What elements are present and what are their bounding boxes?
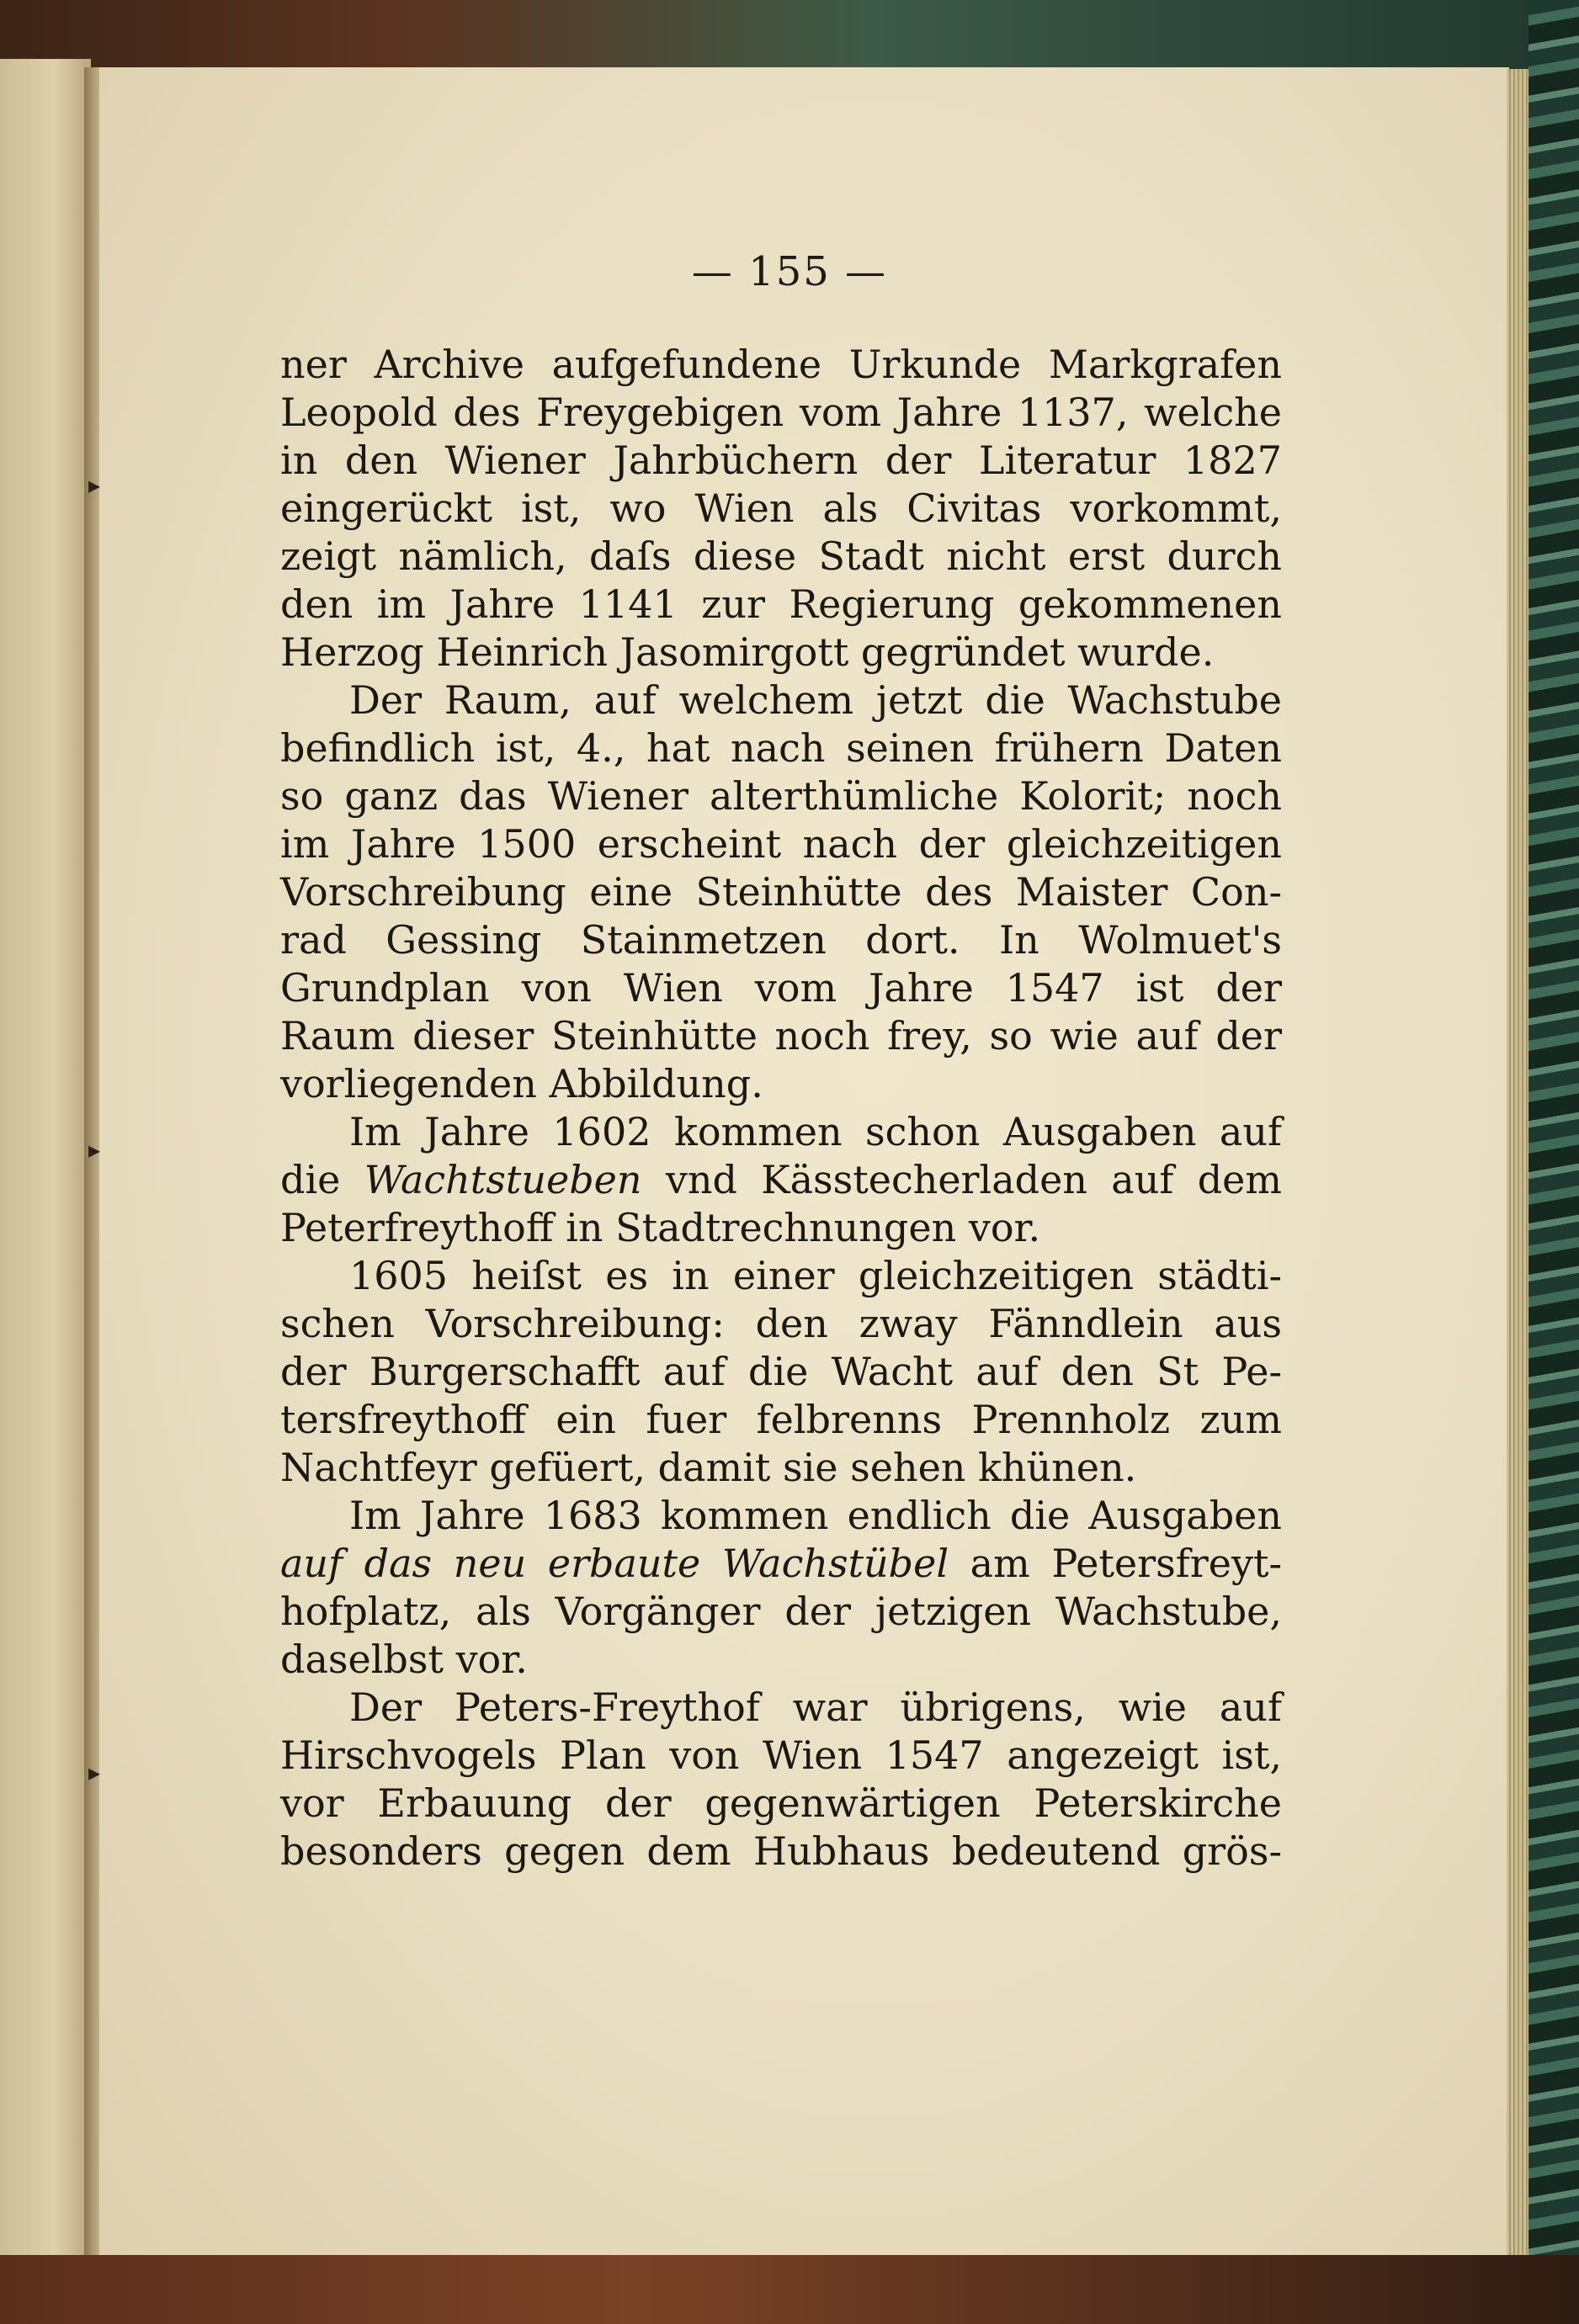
text-segment: Grundplan von Wien vom Jahre 1547 ist der bbox=[280, 965, 1282, 1011]
text-line bbox=[280, 1156, 1282, 1204]
text-segment: Der Peters-Freythof war übrigens, wie auf bbox=[349, 1685, 1282, 1730]
text-line bbox=[280, 485, 1282, 533]
text-segment: Im Jahre 1602 kommen schon Ausgaben auf bbox=[349, 1109, 1282, 1154]
text-line bbox=[280, 964, 1282, 1012]
text-segment: Raum dieser Steinhütte noch frey, so wie auf der bbox=[280, 1013, 1282, 1059]
text-segment: zeigt nämlich, daſs diese Stadt nicht erst durch bbox=[280, 533, 1282, 579]
text-segment: der Burgerschafft auf die Wacht auf den St Pe- bbox=[280, 1349, 1282, 1394]
margin-mark: ▸ bbox=[88, 1759, 101, 1786]
text-line bbox=[280, 1252, 1282, 1300]
text-segment: Der Raum, auf welchem jetzt die Wachstube bbox=[349, 677, 1282, 723]
text-segment: den im Jahre 1141 zur Regierung gekommenen bbox=[280, 581, 1282, 627]
text-segment: Nachtfeyr gefüert, damit sie sehen khünen. bbox=[280, 1445, 1137, 1490]
text-segment: Herzog Heinrich Jasomirgott gegründet wurde. bbox=[280, 629, 1215, 675]
text-line bbox=[280, 1828, 1282, 1876]
text-segment: rad Gessing Stainmetzen dort. In Wolmuet's bbox=[280, 917, 1282, 963]
book-cover-bottom bbox=[0, 2255, 1579, 2324]
text-line bbox=[280, 1684, 1282, 1732]
text-segment: vorliegenden Abbildung. bbox=[280, 1061, 763, 1106]
text-line bbox=[280, 820, 1282, 868]
text-segment: die bbox=[280, 1157, 364, 1202]
text-segment: ner Archive aufgefundene Urkunde Markgrafen bbox=[280, 342, 1282, 387]
text-segment: hofplatz, als Vorgänger der jetzigen Wachstube, bbox=[280, 1589, 1282, 1634]
text-line bbox=[280, 1540, 1282, 1588]
book-cover-right bbox=[1528, 0, 1579, 2324]
text-line bbox=[280, 1492, 1282, 1540]
text-line bbox=[280, 1732, 1282, 1780]
text-segment: besonders gegen dem Hubhaus bedeutend grös- bbox=[280, 1828, 1282, 1874]
text-line bbox=[280, 772, 1282, 820]
text-segment: Peterfreythoff in Stadtrechnungen vor. bbox=[280, 1205, 1041, 1250]
text-segment: Vorschreibung eine Steinhütte des Maister Con- bbox=[280, 869, 1282, 915]
text-segment: daselbst vor. bbox=[280, 1637, 528, 1682]
italic-text: auf das neu erbaute Wachstübel bbox=[280, 1541, 949, 1586]
text-segment: Hirschvogels Plan von Wien 1547 angezeigt ist, bbox=[280, 1732, 1282, 1778]
text-line bbox=[280, 1060, 1282, 1108]
text-segment: im Jahre 1500 erscheint nach der gleichzeitigen bbox=[280, 821, 1282, 867]
text-segment: schen Vorschreibung: den zway Fänndlein aus bbox=[280, 1301, 1282, 1346]
body-text bbox=[280, 341, 1282, 1876]
text-line bbox=[280, 1300, 1282, 1348]
text-line bbox=[280, 1012, 1282, 1060]
text-line bbox=[280, 868, 1282, 916]
margin-mark: ▸ bbox=[88, 1136, 101, 1164]
margin-mark: ▸ bbox=[88, 471, 101, 499]
text-line bbox=[280, 437, 1282, 485]
text-segment: 1605 heiſst es in einer gleichzeitigen städti- bbox=[349, 1253, 1282, 1298]
text-line bbox=[280, 533, 1282, 581]
text-line bbox=[280, 1780, 1282, 1828]
text-segment: Leopold des Freygebigen vom Jahre 1137, welche bbox=[280, 390, 1282, 435]
facing-page bbox=[0, 59, 91, 2263]
text-line bbox=[280, 1636, 1282, 1684]
text-line bbox=[280, 916, 1282, 964]
text-line bbox=[280, 341, 1282, 389]
text-line bbox=[280, 389, 1282, 437]
text-segment: so ganz das Wiener alterthümliche Kolorit; noch bbox=[280, 773, 1282, 819]
page-edges bbox=[1507, 69, 1530, 2257]
text-segment: tersfreythoff ein fuer felbrenns Prennholz zum bbox=[280, 1397, 1282, 1442]
text-line bbox=[280, 629, 1282, 677]
text-line bbox=[280, 581, 1282, 629]
text-line bbox=[280, 1108, 1282, 1156]
text-line bbox=[280, 1588, 1282, 1636]
text-line bbox=[280, 1444, 1282, 1492]
text-segment: eingerückt ist, wo Wien als Civitas vorkommt, bbox=[280, 485, 1282, 531]
text-segment: Im Jahre 1683 kommen endlich die Ausgaben bbox=[349, 1493, 1282, 1538]
text-segment: befindlich ist, 4., hat nach seinen frühern Daten bbox=[280, 725, 1282, 771]
text-line bbox=[280, 1396, 1282, 1444]
text-segment: vnd Kässtecherladen auf dem bbox=[641, 1157, 1282, 1202]
text-line bbox=[280, 724, 1282, 772]
text-segment: am Petersfreyt- bbox=[949, 1541, 1282, 1586]
text-line bbox=[280, 1204, 1282, 1252]
text-segment: in den Wiener Jahrbüchern der Literatur 1827 bbox=[280, 438, 1282, 483]
page-number-header: — 155 — bbox=[691, 248, 888, 295]
text-line bbox=[280, 1348, 1282, 1396]
italic-text: Wachtstueben bbox=[364, 1157, 642, 1202]
text-segment: vor Erbauung der gegenwärtigen Peterskirche bbox=[280, 1780, 1282, 1826]
text-line bbox=[280, 677, 1282, 724]
